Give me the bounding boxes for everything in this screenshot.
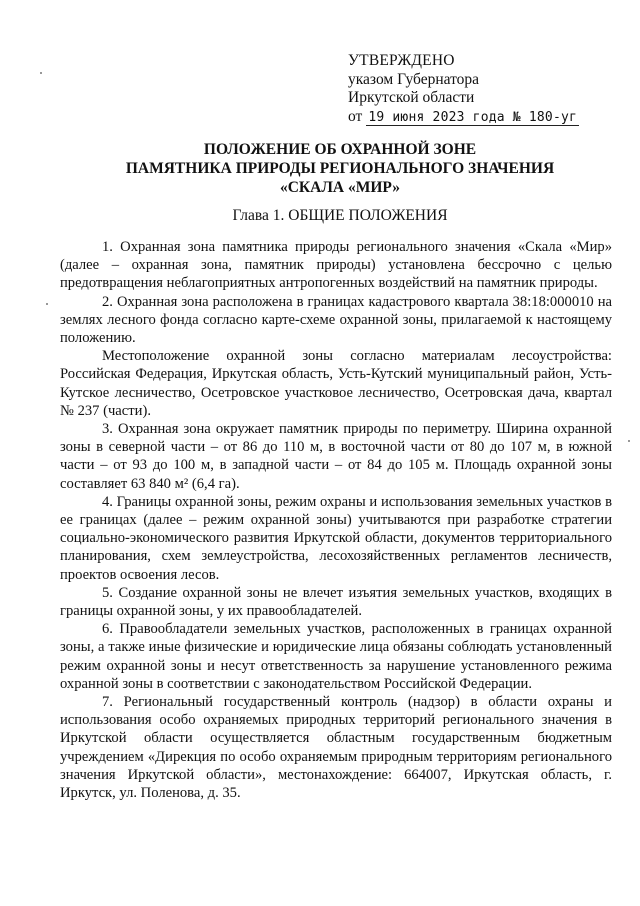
paragraph: 5. Создание охранной зоны не влечет изъятия земельных участков, входящих в границы охранной зоны, у их правообладателей. [60, 584, 612, 620]
paragraph: 4. Границы охранной зоны, режим охраны и использования земельных участков в ее границах (далее – режим охранной зоны) учитываются при разработке стратегии социально-экономического развития Иркутской области, документов территориального планирования, схем землеустройства, лесохозяйственных регламентов лесничеств, проектов освоения лесов. [60, 493, 612, 583]
paragraph: 2. Охранная зона расположена в границах кадастрового квартала 38:18:000010 на землях лесного фонда согласно карте-схеме охранной зоны, прилагаемой к настоящему положению. [60, 293, 612, 347]
document-title [60, 140, 620, 197]
paragraph: Местоположение охранной зоны согласно материалам лесоустройства: Российская Федерация, Иркутская область, Усть-Кутский муниципальный район, Усть-Кутское лесничество, Осетровское участковое лесничество, Осетровская дача, квартал № 237 (части). [60, 348, 612, 419]
paragraph: 6. Правообладатели земельных участков, расположенных в границах охранной зоны, а также иные физические и юридические лица обязаны соблюдать установленный режим охранной зоны и несут ответственность за нарушение установленного режима охранной зоны в соответствии с законодательством Российской Федерации. [60, 621, 612, 692]
title-line-3: «СКАЛА «МИР» [279, 179, 401, 196]
approval-region: Иркутской области [348, 89, 475, 106]
paragraph: 3. Охранная зона окружает памятник природы по периметру. Ширина охранной зоны в северной части – от 86 до 110 м, в восточной части от 80 до 107 м, в южной части – от 93 до 100 м, в западной части – от 84 до 105 м. Площадь охранной зоны составляет 63 840 м² (6,4 га). [60, 421, 612, 492]
scan-speck [628, 440, 630, 442]
paragraph: 7. Региональный государственный контроль (надзор) в области охраны и использования особо охраняемых природных территорий регионального значения в Иркутской области осуществляется областным государственным бюджетным учреждением «Дирекция по особо охраняемым природным территориям регионального значения Иркутской области», местонахождение: 664007, Иркутская область, г. Иркутск, ул. Поленова, д. 35. [60, 694, 612, 802]
approval-date-prefix: от [348, 107, 363, 125]
scan-speck [46, 303, 48, 305]
title-line-2: ПАМЯТНИКА ПРИРОДЫ РЕГИОНАЛЬНОГО ЗНАЧЕНИЯ [125, 160, 555, 177]
document-body [60, 238, 612, 802]
approved-label: УТВЕРЖДЕНО [348, 52, 455, 69]
approval-authority: указом Губернатора [348, 70, 480, 88]
approval-date-line [348, 108, 579, 128]
scan-speck [40, 72, 42, 74]
approval-stamp [348, 52, 579, 127]
chapter-heading: Глава 1. ОБЩИЕ ПОЛОЖЕНИЯ [232, 207, 448, 224]
paragraph: 1. Охранная зона памятника природы регионального значения «Скала «Мир» (далее – охранная зона, памятник природы) установлена бессрочно с целью предотвращения неблагоприятных антропогенных воздействий на памятник природы. [60, 239, 612, 292]
title-line-1: ПОЛОЖЕНИЕ ОБ ОХРАННОЙ ЗОНЕ [203, 141, 477, 158]
approval-date-number: 19 июня 2023 года № 180-уг [368, 109, 578, 125]
